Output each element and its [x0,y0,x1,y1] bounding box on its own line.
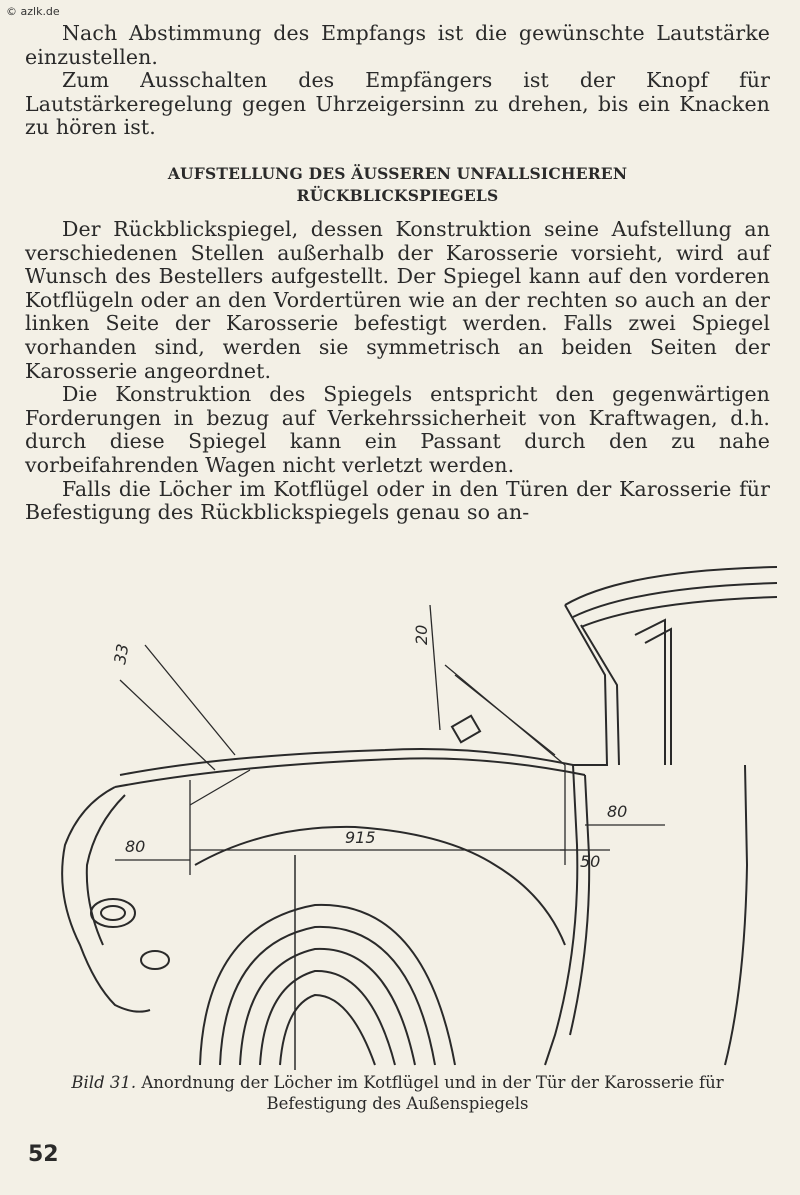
headlight-inner [101,906,125,920]
dim-label-20: 20 [412,624,431,645]
windshield-pillar-inner [581,625,619,765]
figure-caption-text: Anordnung der Löcher im Kotflügel und in der Tür der Karosserie für Befestigung des Außenspiegels [141,1073,724,1113]
dim-line-33-a [120,680,215,770]
dim-line-diag-2 [455,675,555,755]
hood-edge-line [115,758,585,787]
fog-lamp [141,951,169,969]
paragraph-mirror-holes: Falls die Löcher im Kotflügel oder in den Türen der Karosserie für Befestigung des Rückblickspiegels genau so an- [25,476,770,525]
paragraph-mirror-placement: Der Rückblickspiegel, dessen Konstruktion seine Aufstellung an verschiedenen Stellen außerhalb der Karosserie vorsieht, wird auf Wunsch des Bestellers aufgestellt. Der Spiegel kann auf den vorderen Kotflügeln oder an den Vordertüren wie an der rechten so auch an der linken Seite der Karosserie befestigt werden. Falls zwei Spiegel vorhanden sind, werden sie symmetrisch an beiden Seiten der Karosserie angeordnet. [25,217,770,383]
wheel-arch-4 [260,971,395,1065]
dim-label-50: 50 [580,852,601,871]
wheel-arch-2 [220,927,435,1065]
section-heading [25,163,770,207]
intro-text [25,22,770,140]
mirror-bracket [452,716,480,743]
dim-label-915: 915 [345,828,376,847]
dim-line-20-a [430,605,440,730]
door-line-2 [570,775,589,1035]
page-number: 52 [28,1142,59,1167]
door-window-frame [635,620,665,765]
dim-label-33: 33 [110,642,133,666]
dim-ext-left-2 [190,770,250,805]
wheel-arch-3 [240,949,415,1065]
watermark: © azlk.de [6,5,60,18]
door-window-frame-inner [645,629,671,765]
headlight [91,899,135,927]
car-mirror-mounting-diagram [25,565,777,1073]
paragraph-switch-off: Zum Ausschalten des Empfängers ist der Knopf für Lautstärkeregelung gegen Uhrzeigersinn zu drehen, bis ein Knacken zu hören ist. [25,68,770,140]
dim-line-33-b [145,645,235,755]
body-text [25,218,770,525]
section-heading-line2: RÜCKBLICKSPIEGELS [296,186,499,205]
windshield-pillar [565,605,607,765]
figure-caption [25,1072,770,1114]
roof-inner-line-2 [581,597,777,627]
body-side-right [725,765,747,1065]
fender-rear-line [195,827,565,945]
fender-inner-line [87,795,125,945]
figure-caption-label: Bild 31. [71,1073,137,1092]
section-heading-line1: AUFSTELLUNG DES ÄUSSEREN UNFALLSICHEREN [167,164,628,183]
paragraph-tuning: Nach Abstimmung des Empfangs ist die gewünschte Lautstärke einzustellen. [25,21,770,69]
paragraph-mirror-safety: Die Konstruktion des Spiegels entspricht den gegenwärtigen Forderungen in bezug auf Verkehrssicherheit von Kraftwagen, d.h. durch diese Spiegel kann ein Passant durch den zu nahe vorbeifahrenden Wagen nicht verletzt werden. [25,382,770,477]
dim-label-80-left: 80 [125,837,146,856]
dim-label-80-right: 80 [607,802,628,821]
